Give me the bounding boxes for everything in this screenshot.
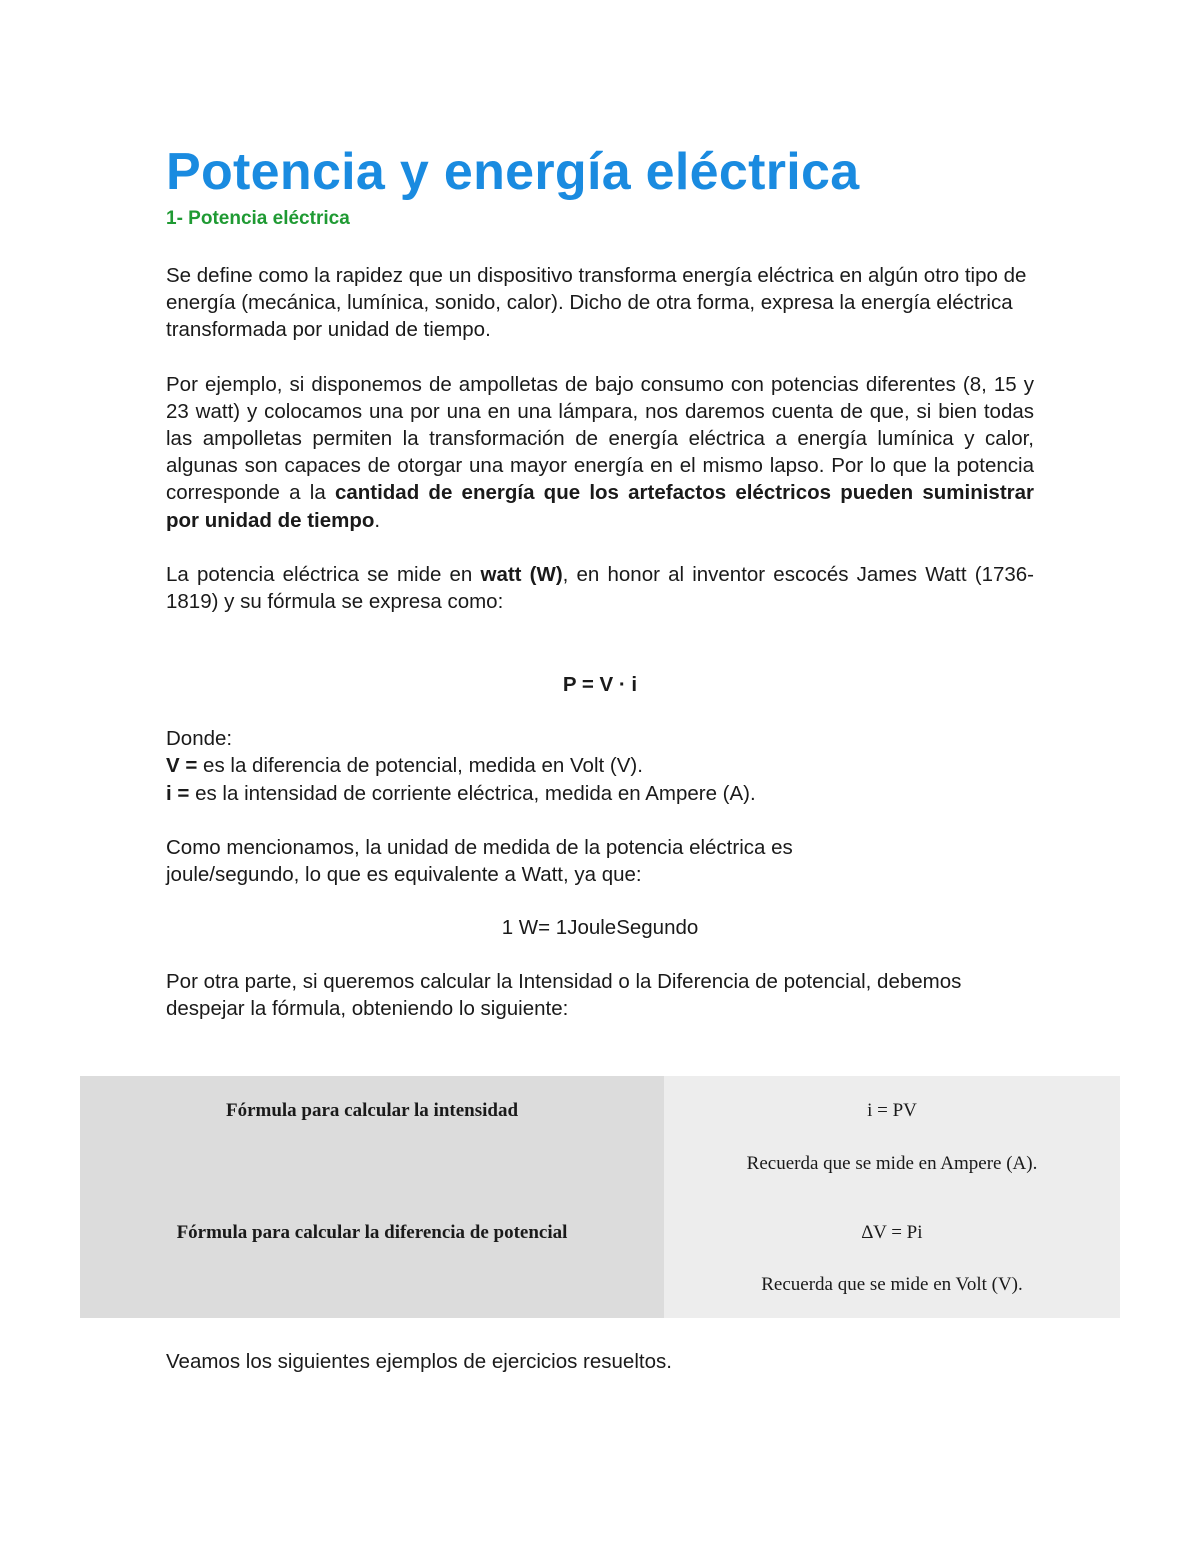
- definition-paragraph: Se define como la rapidez que un dispositivo transforma energía eléctrica en algún otro tipo de energía (mecánica, lumínica, sonido, calor). Dicho de otra forma, expresa la energía eléctrica transformada por unidad de tiempo.: [166, 264, 1027, 342]
- voltage-unit-note: Recuerda que se mide en Volt (V).: [761, 1274, 1023, 1295]
- voltage-text: es la diferencia de potencial, medida en Volt (V).: [197, 754, 643, 778]
- voltage-definition: [166, 752, 1034, 779]
- unit-end-text: , en honor al inventor escocés James Watt (1736-1819) y su fórmula se expresa como:: [166, 562, 1034, 614]
- voltage-formula: ∆V = Pi: [861, 1222, 923, 1243]
- formula-table-label-column: [80, 1076, 664, 1318]
- intensity-unit-note: Recuerda que se mide en Ampere (A).: [746, 1153, 1038, 1174]
- current-label: i =: [166, 781, 190, 805]
- unit-intro-text: La potencia eléctrica se mide en: [166, 562, 481, 586]
- intensity-formula: i = PV: [867, 1100, 917, 1121]
- example-end-text: .: [374, 508, 381, 532]
- current-definition: [166, 780, 1034, 807]
- formula-table: [80, 1076, 1120, 1318]
- page-title: Potencia y energía eléctrica: [166, 143, 860, 201]
- example-paragraph: [166, 371, 1034, 534]
- rearrange-paragraph: Por otra parte, si queremos calcular la Intensidad o la Diferencia de potencial, debemos despejar la fórmula, obteniendo lo siguiente:: [166, 970, 962, 1021]
- unit-bold-text: watt (W): [480, 562, 563, 586]
- formula-table-value-column: [664, 1076, 1120, 1318]
- voltage-label: V =: [166, 754, 198, 778]
- section-heading: 1- Potencia eléctrica: [166, 208, 350, 229]
- watt-equivalence-formula: 1 W= 1JouleSegundo: [501, 916, 699, 940]
- joule-paragraph: Como mencionamos, la unidad de medida de la potencia eléctrica es joule/segundo, lo que es equivalente a Watt, ya que:: [166, 835, 793, 887]
- document-content: [166, 140, 1034, 1023]
- voltage-formula-label: Fórmula para calcular la diferencia de potencial: [176, 1222, 568, 1243]
- intensity-formula-label: Fórmula para calcular la intensidad: [225, 1100, 519, 1121]
- where-label: Donde:: [166, 727, 233, 751]
- current-text: es la intensidad de corriente eléctrica, medida en Ampere (A).: [189, 781, 756, 805]
- power-formula: P = V · i: [562, 673, 638, 697]
- example-text: Por ejemplo, si disponemos de ampolletas de bajo consumo con potencias diferentes (8, 15 y 23 watt) y colocamos una por una en una lámpara, nos daremos cuenta de que, si bien todas las ampolletas permiten la transformación de energía eléctrica a energía lumínica y calor, algunas son capaces de otorgar una mayor energía en el mismo lapso. Por lo que la potencia corresponde a la: [166, 372, 1034, 505]
- unit-paragraph: [166, 561, 1034, 615]
- example-bold-text: cantidad de energía que los artefactos eléctricos pueden suministrar por unidad de tiempo: [166, 481, 1035, 532]
- closing-paragraph: Veamos los siguientes ejemplos de ejercicios resueltos.: [166, 1350, 672, 1373]
